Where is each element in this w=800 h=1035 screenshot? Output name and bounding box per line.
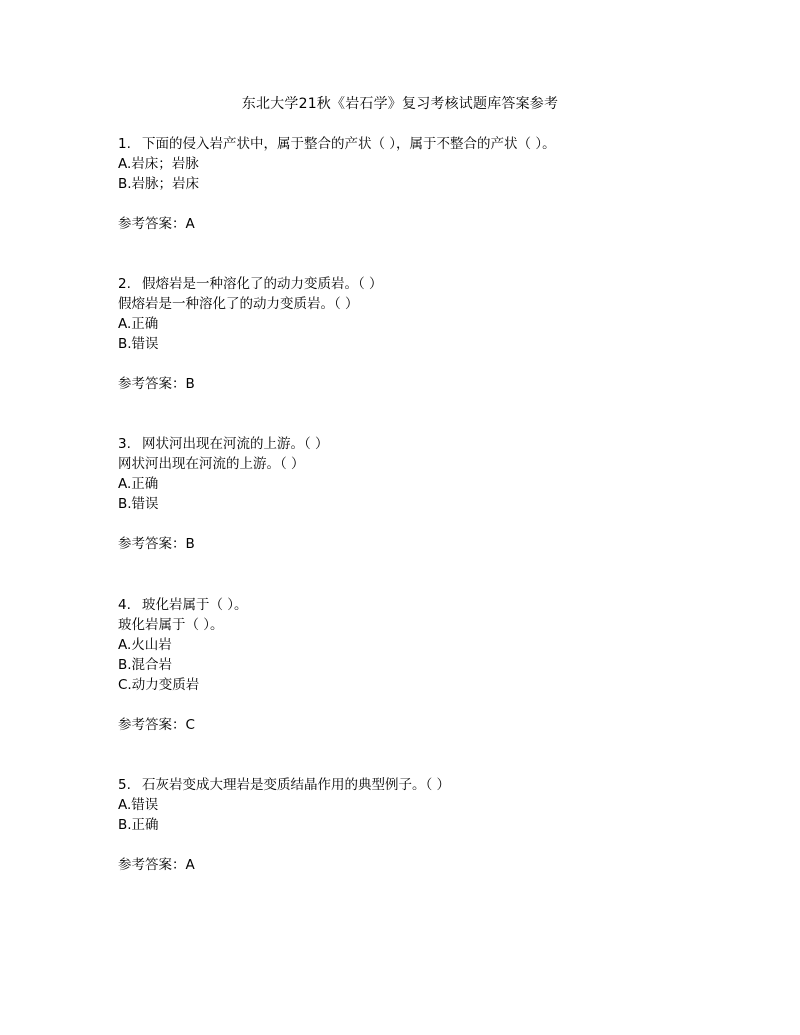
- question-stem: [118, 775, 718, 795]
- question-stem: [118, 434, 718, 454]
- question-1: [118, 134, 718, 234]
- answer-line: [118, 214, 718, 234]
- option-b: B.正确: [118, 817, 159, 833]
- option-b: B.混合岩: [118, 657, 173, 673]
- answer-label: 参考答案：: [118, 536, 186, 552]
- question-text: 玻化岩属于（ ）。: [142, 597, 248, 613]
- question-number: 1.: [118, 136, 131, 152]
- question-stem: [118, 134, 718, 154]
- answer-value: A: [185, 857, 195, 873]
- answer-line: [118, 715, 718, 735]
- option-a: A.岩床；岩脉: [118, 156, 199, 172]
- option-b: B.错误: [118, 336, 159, 352]
- question-text: 石灰岩变成大理岩是变质结晶作用的典型例子。（ ）: [142, 777, 451, 793]
- option-c: C.动力变质岩: [118, 677, 200, 693]
- answer-value: B: [185, 536, 195, 552]
- option-a: A.错误: [118, 797, 159, 813]
- answer-value: B: [185, 376, 195, 392]
- answer-value: C: [185, 717, 195, 733]
- option-b: B.岩脉；岩床: [118, 176, 200, 192]
- question-repeat-text: 网状河出现在河流的上游。（ ）: [118, 456, 305, 472]
- question-text: 下面的侵入岩产状中，属于整合的产状（ ），属于不整合的产状（ ）。: [142, 136, 556, 152]
- answer-line: [118, 855, 718, 875]
- question-number: 2.: [118, 276, 131, 292]
- question-text: 假熔岩是一种溶化了的动力变质岩。（ ）: [142, 276, 383, 292]
- question-3: [118, 434, 718, 554]
- question-number: 5.: [118, 777, 131, 793]
- question-number: 3.: [118, 436, 131, 452]
- question-2: [118, 274, 718, 394]
- question-stem: [118, 274, 718, 294]
- option-b: B.错误: [118, 496, 159, 512]
- question-text: 网状河出现在河流的上游。（ ）: [142, 436, 329, 452]
- question-number: 4.: [118, 597, 131, 613]
- option-a: A.火山岩: [118, 637, 172, 653]
- answer-label: 参考答案：: [118, 216, 186, 232]
- answer-label: 参考答案：: [118, 376, 186, 392]
- question-repeat-text: 假熔岩是一种溶化了的动力变质岩。（ ）: [118, 296, 359, 312]
- answer-line: [118, 374, 718, 394]
- option-a: A.正确: [118, 316, 159, 332]
- document-title: 东北大学21秋《岩石学》复习考核试题库答案参考: [241, 96, 559, 112]
- option-a: A.正确: [118, 476, 159, 492]
- answer-line: [118, 534, 718, 554]
- question-repeat-text: 玻化岩属于（ ）。: [118, 617, 224, 633]
- question-5: [118, 775, 718, 875]
- answer-label: 参考答案：: [118, 717, 186, 733]
- answer-label: 参考答案：: [118, 857, 186, 873]
- question-4: [118, 595, 718, 735]
- question-stem: [118, 595, 718, 615]
- answer-value: A: [185, 216, 195, 232]
